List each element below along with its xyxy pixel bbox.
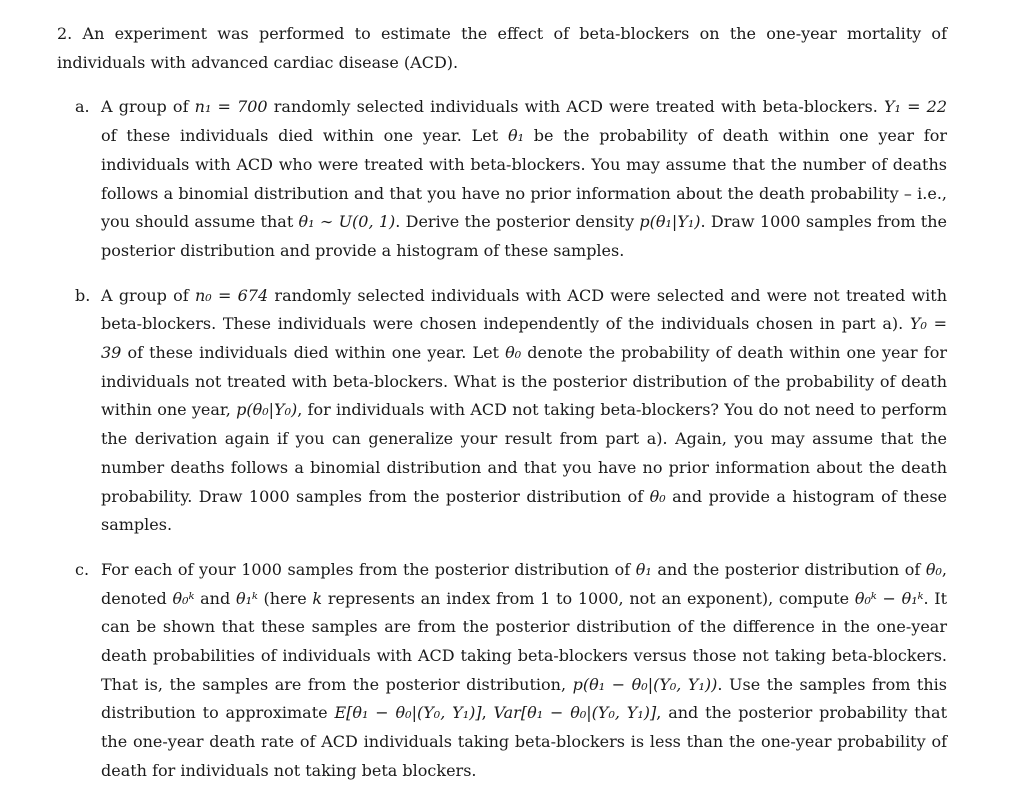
part-c bbox=[57, 556, 947, 786]
problem-number: 2. bbox=[57, 24, 73, 43]
part-c-text: and bbox=[194, 588, 236, 608]
part-b-text: denote the probability of death within one year for individuals not treated with beta-blockers. What is the posterior distribution of the probability of death within one year, bbox=[101, 343, 947, 420]
problem-document bbox=[57, 20, 947, 802]
part-c-text: and the posterior distribution of bbox=[651, 559, 926, 579]
part-b-math: n₀ = 674 bbox=[194, 285, 269, 305]
part-a-label: a. bbox=[75, 97, 90, 117]
part-b-math: p(θ₀|Y₀) bbox=[236, 400, 298, 420]
part-b-math: Y₀ = 39 bbox=[101, 314, 948, 363]
part-c-text: , bbox=[481, 703, 494, 723]
part-b-body bbox=[101, 282, 947, 540]
part-c-math: θ₁ᵏ bbox=[235, 588, 258, 608]
part-a-text: of these individuals died within one year. Let bbox=[101, 126, 508, 146]
part-b-math: θ₀ bbox=[505, 343, 522, 363]
part-b-text: of these individuals died within one year. Let bbox=[121, 343, 506, 363]
part-a-text: . Draw 1000 samples from the posterior distribution and provide a histogram of these samples. bbox=[101, 212, 948, 260]
part-c-math: θ₀ bbox=[925, 559, 942, 579]
part-a-body bbox=[101, 93, 947, 265]
part-c-text: represents an index from 1 to 1000, not an exponent), compute bbox=[322, 588, 855, 608]
part-c-math: p(θ₁ − θ₀|(Y₀, Y₁)) bbox=[572, 674, 718, 694]
part-a-text: . Derive the posterior density bbox=[395, 212, 640, 232]
part-a bbox=[57, 93, 947, 265]
part-c-math: E[θ₁ − θ₀|(Y₀, Y₁)] bbox=[334, 703, 482, 723]
part-c-math: θ₁ bbox=[635, 559, 652, 579]
part-a-text: A group of bbox=[101, 97, 195, 117]
problem-intro-text: An experiment was performed to estimate the effect of beta-blockers on the one-year mortality of individuals with advanced cardiac disease (ACD). bbox=[57, 24, 947, 72]
part-c-math: k bbox=[312, 588, 323, 608]
part-c-math: θ₀ᵏ bbox=[172, 588, 195, 608]
part-a-math: p(θ₁|Y₁) bbox=[639, 212, 701, 232]
part-c-math: Var[θ₁ − θ₀|(Y₀, Y₁)] bbox=[493, 703, 657, 723]
part-c-body bbox=[101, 556, 947, 786]
part-b bbox=[57, 282, 947, 540]
part-b-math: θ₀ bbox=[649, 486, 666, 506]
part-c-text: (here bbox=[257, 588, 313, 608]
part-a-math: n₁ = 700 bbox=[194, 97, 268, 117]
part-a-math: Y₁ = 22 bbox=[883, 97, 948, 117]
part-b-text: A group of bbox=[101, 285, 195, 305]
part-b-text: and provide a histogram of these samples. bbox=[101, 486, 948, 535]
part-c-math: θ₀ᵏ − θ₁ᵏ bbox=[854, 588, 924, 608]
part-a-math: θ₁ bbox=[507, 126, 524, 146]
part-a-text: randomly selected individuals with ACD were treated with beta-blockers. bbox=[267, 97, 884, 117]
part-c-text: . It can be shown that these samples are from the posterior distribution of the difference in the one-year death probabilities of individuals with ACD taking beta-blockers versus those not taking beta-blockers. That is, the samples are from the posterior distribution, bbox=[101, 588, 948, 694]
part-b-text: , for individuals with ACD not taking beta-blockers? You do not need to perform the derivation again if you can generalize your result from part a). Again, you may assume that the number deaths follows a binomial distribution and that you have no prior information about the death probability. Draw 1000 samples from the posterior distribution of bbox=[101, 400, 947, 506]
part-a-text: be the probability of death within one year for individuals with ACD who were treated with beta-blockers. You may assume that the number of deaths follows a binomial distribution and that you have no prior information about the death probability – i.e., you should assume that bbox=[101, 126, 947, 232]
part-c-text: For each of your 1000 samples from the posterior distribution of bbox=[101, 559, 636, 579]
part-a-math: θ₁ ∼ U(0, 1) bbox=[298, 212, 396, 232]
part-c-text: . Use the samples from this distribution to approximate bbox=[101, 674, 947, 723]
problem-intro bbox=[57, 20, 947, 77]
part-b-label: b. bbox=[75, 285, 91, 305]
part-c-text: , and the posterior probability that the one-year death rate of ACD individuals taking beta-blockers is less than the one-year probability of death for individuals not taking beta blockers. bbox=[101, 703, 948, 780]
part-c-label: c. bbox=[75, 559, 90, 579]
part-b-text: randomly selected individuals with ACD were selected and were not treated with beta-blockers. These individuals were chosen independently of the individuals chosen in part a). bbox=[101, 285, 948, 334]
part-c-text: , denoted bbox=[101, 559, 948, 608]
